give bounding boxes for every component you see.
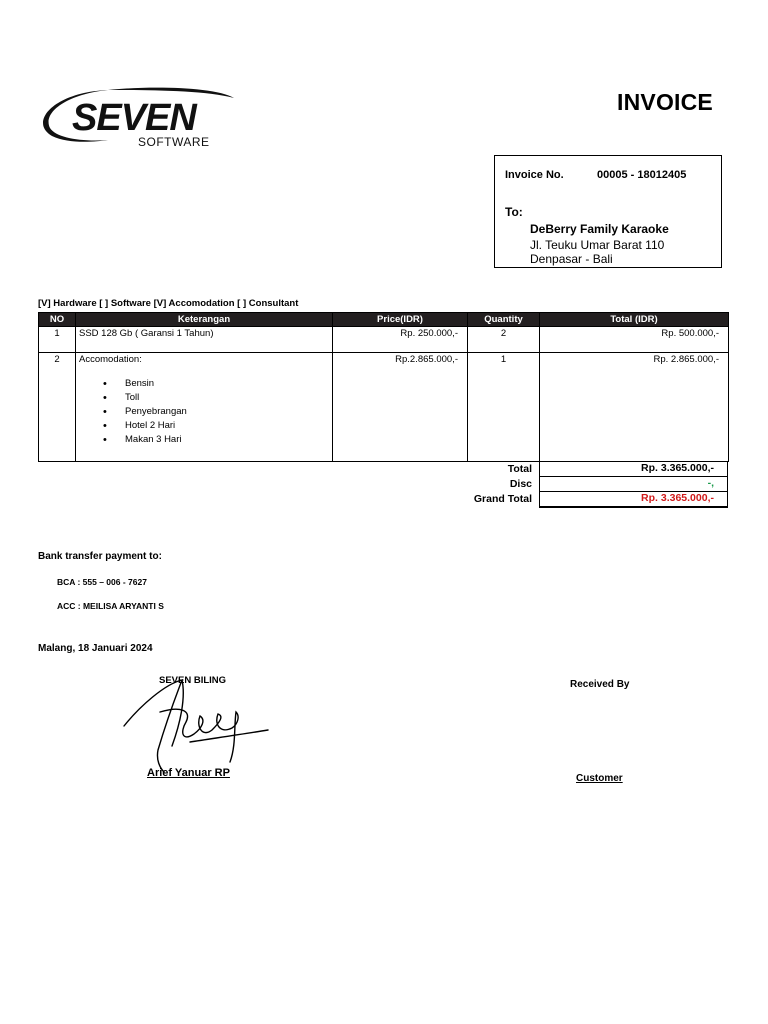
client-name: DeBerry Family Karaoke [530,222,669,236]
list-item: • Hotel 2 Hari [125,419,329,433]
items-table [38,312,729,462]
signing-company: SEVEN BILING [159,675,227,686]
header-price: Price(IDR) [333,313,468,327]
table-row [39,327,729,353]
table-header-row [39,313,729,327]
total-value: Rp. 3.365.000,- [540,462,727,477]
row-number: 1 [39,327,76,353]
logo-graphic [34,84,246,150]
list-item: • Toll [125,391,329,405]
grand-total-label: Grand Total [473,493,532,505]
row-quantity: 2 [468,327,540,353]
signer-name: Arief Yanuar RP [147,767,230,779]
received-by-label: Received By [570,679,630,690]
row-number: 2 [39,353,76,462]
row-quantity: 1 [468,353,540,462]
header-no: NO [39,313,76,327]
category-checklist: [V] Hardware [ ] Software [V] Accomodation [ ] Consultant [38,298,299,309]
list-item: • Bensin [125,377,329,391]
total-label: Total [507,463,532,475]
row-total: Rp. 2.865.000,- [540,353,729,462]
row-description: SSD 128 Gb ( Garansi 1 Tahun) [76,327,333,353]
list-item: • Penyebrangan [125,405,329,419]
row-price: Rp. 250.000,- [333,327,468,353]
totals-box [539,462,728,508]
invoice-number-value: 00005 - 18012405 [597,169,687,181]
customer-label: Customer [576,773,623,784]
recipient-label: To: [505,205,523,219]
discount-value: -, [540,477,727,492]
row-price: Rp.2.865.000,- [333,353,468,462]
grand-total-value: Rp. 3.365.000,- [540,492,727,508]
logo-subtitle-text: SOFTWARE [138,135,210,149]
handwritten-signature [120,676,275,778]
client-address-line-2: Denpasar - Bali [530,252,613,266]
header-total: Total (IDR) [540,313,729,327]
header-description: Keterangan [76,313,333,327]
row-description: Accomodation: [79,354,142,365]
bca-account-line: BCA : 555 – 006 - 7627 [57,577,147,587]
document-title: INVOICE [617,89,713,115]
list-item: • Makan 3 Hari [125,433,329,447]
logo-brand-text: SEVEN [72,97,196,139]
seven-software-logo [34,84,246,150]
place-date: Malang, 18 Januari 2024 [38,643,153,654]
discount-label: Disc [509,478,532,490]
account-holder-line: ACC : MEILISA ARYANTI S [57,601,164,611]
header-quantity: Quantity [468,313,540,327]
table-row [39,353,729,462]
invoice-info-box [494,155,722,268]
row-total: Rp. 500.000,- [540,327,729,353]
row-description-cell [76,353,333,462]
bank-transfer-title: Bank transfer payment to: [38,551,162,562]
sub-item-list [79,377,329,447]
client-address-line-1: Jl. Teuku Umar Barat 110 [530,238,665,252]
invoice-number-label: Invoice No. [505,169,564,181]
